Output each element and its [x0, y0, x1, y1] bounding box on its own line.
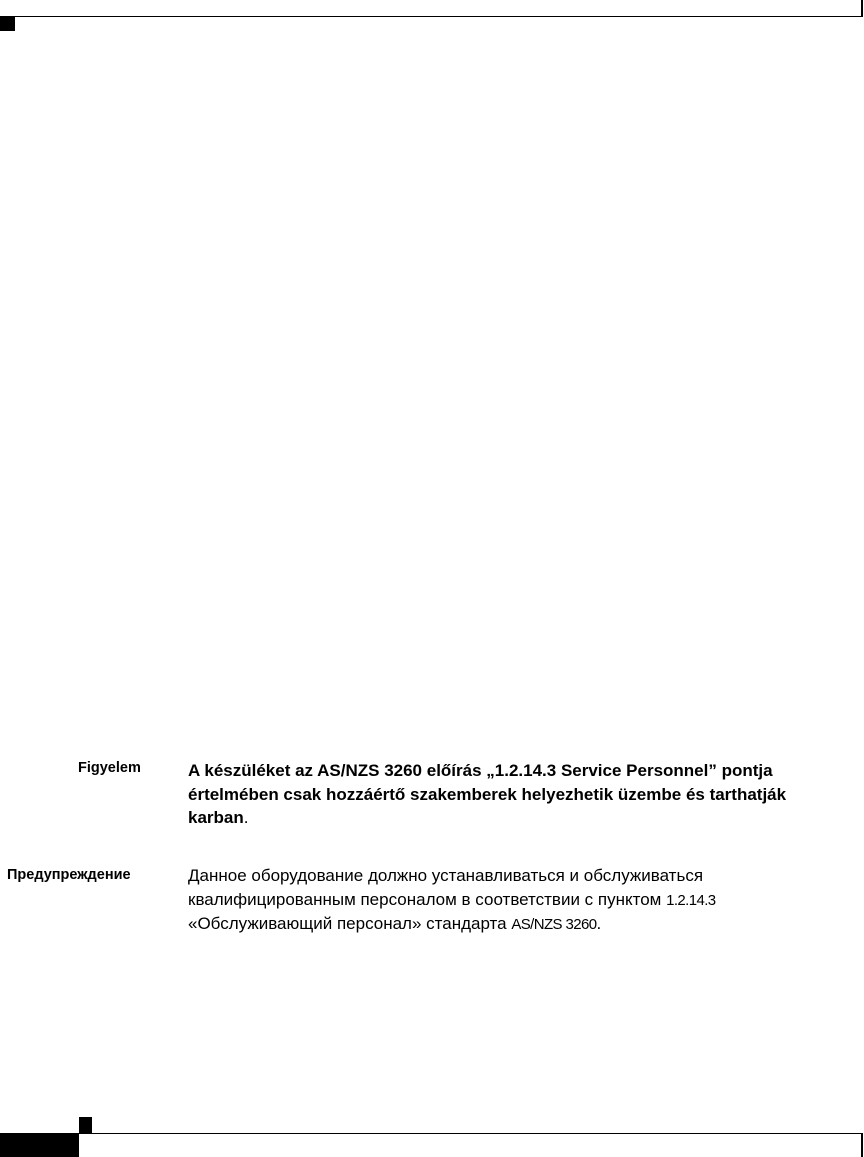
warning-label-hungarian: Figyelem — [78, 760, 141, 776]
warning-text-hungarian-end: . — [243, 808, 249, 827]
warning-text-hungarian — [188, 759, 848, 830]
header-rule — [0, 16, 862, 17]
footer-marker — [79, 1117, 92, 1133]
footer-rule — [0, 1133, 862, 1134]
warning-text-russian-middle: «Обслуживающий персонал» стандарта — [188, 914, 512, 933]
footer-corner-block — [0, 1133, 79, 1157]
warning-text-russian-end: . — [596, 914, 602, 933]
warning-label-russian: Предупреждение — [7, 867, 131, 883]
header-rule-end-tick — [861, 0, 863, 17]
standard-reference: AS/NZS 3260 — [511, 916, 597, 933]
warning-text-russian-body: Данное оборудование должно устанавливаться и обслуживаться квалифицированным персоналом в соответствии с пунктом — [188, 866, 704, 909]
footer-rule-end-tick — [861, 1133, 863, 1157]
warning-text-hungarian-body: A készüléket az AS/NZS 3260 előírás „1.2.14.3 Service Personnel” pontja értelmében csak hozzáértő szakemberek helyezhetik üzembe és tarthatják karban — [188, 761, 787, 827]
warning-text-russian — [188, 864, 848, 937]
clause-number: 1.2.14.3 — [666, 891, 716, 909]
header-corner-marker — [0, 17, 15, 31]
